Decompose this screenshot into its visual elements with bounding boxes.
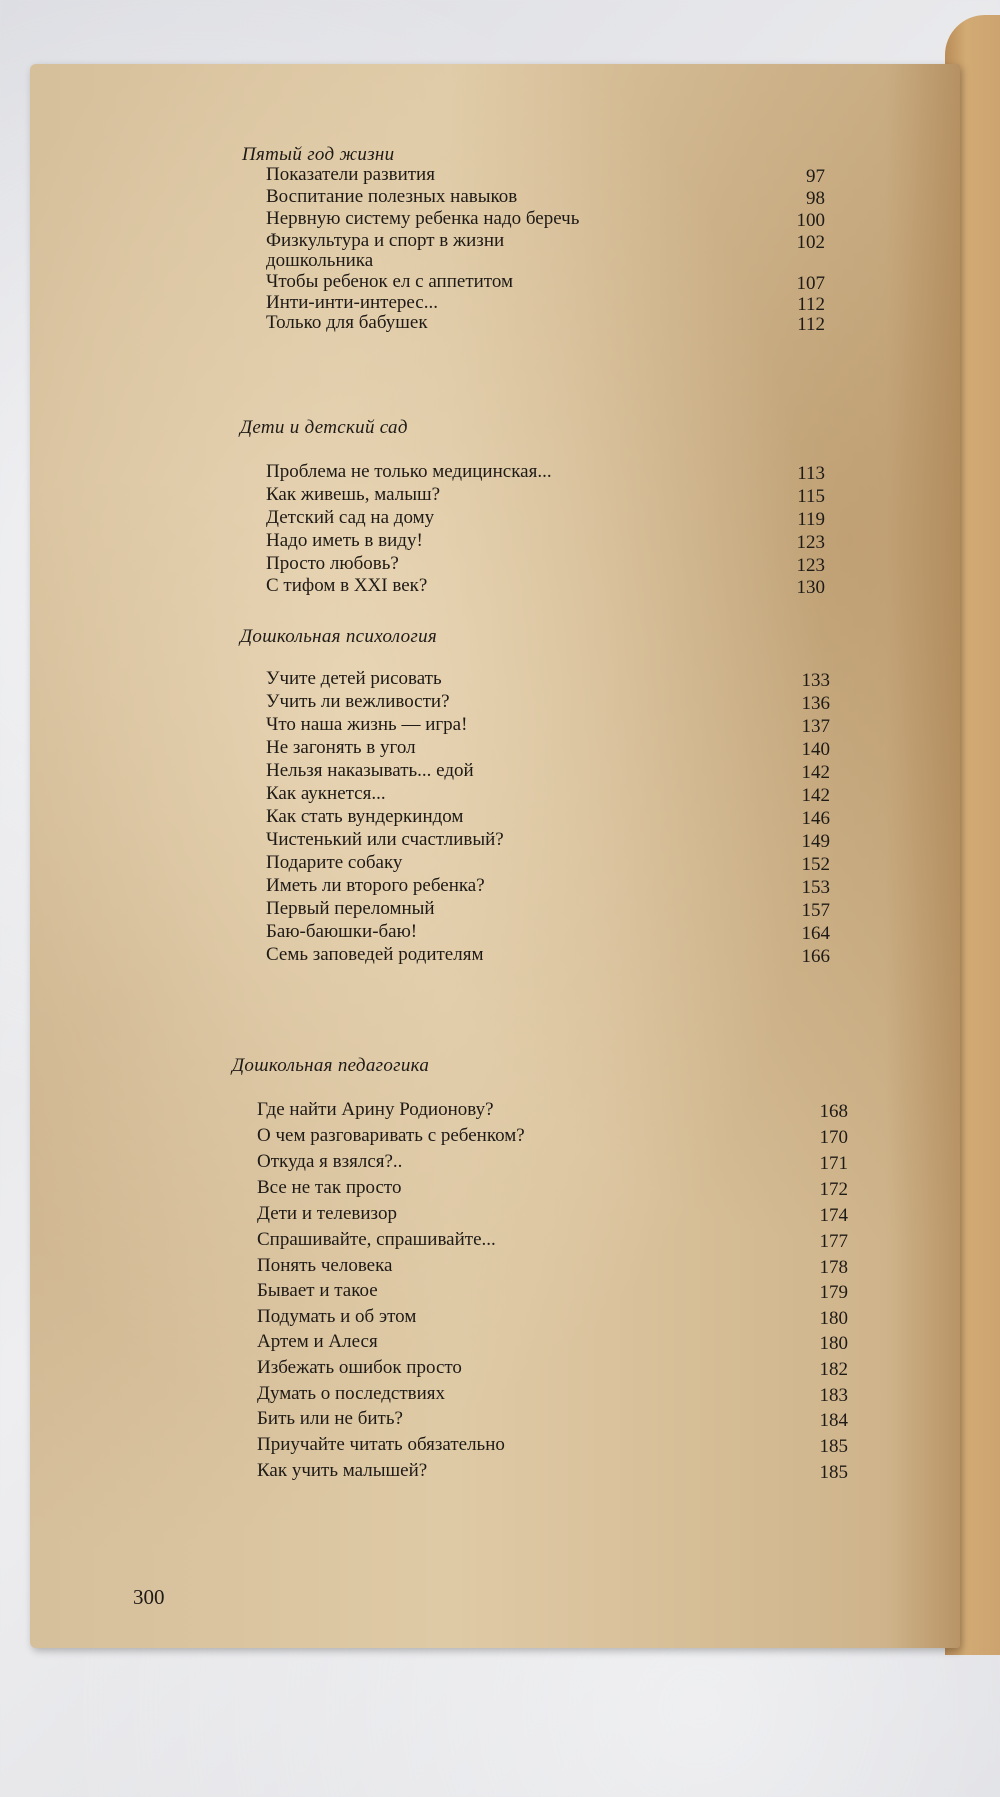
toc-entry bbox=[30, 807, 960, 831]
toc-entry bbox=[30, 692, 960, 716]
entry-title: Откуда я взялся?.. bbox=[257, 1151, 403, 1172]
toc-entry bbox=[30, 1358, 960, 1382]
entry-title: Подарите собаку bbox=[266, 852, 403, 873]
entry-title: Бить или не бить? bbox=[257, 1408, 403, 1429]
entry-title: С тифом в XXI век? bbox=[266, 575, 428, 596]
entry-title: Думать о последствиях bbox=[257, 1383, 446, 1404]
entry-page-number: 112 bbox=[797, 314, 825, 335]
toc-entry bbox=[30, 554, 960, 578]
entry-title: Дети и телевизор bbox=[257, 1203, 397, 1224]
entry-title: Спрашивайте, спрашивайте... bbox=[257, 1229, 496, 1250]
entry-page-number: 115 bbox=[797, 486, 825, 507]
entry-page-number: 184 bbox=[819, 1410, 848, 1431]
entry-page-number: 100 bbox=[796, 210, 825, 231]
entry-page-number: 146 bbox=[801, 808, 830, 829]
entry-title: Первый переломный bbox=[266, 898, 435, 919]
entry-page-number: 183 bbox=[819, 1385, 848, 1406]
entry-page-number: 171 bbox=[819, 1153, 848, 1174]
entry-page-number: 152 bbox=[801, 854, 830, 875]
toc-entry bbox=[30, 1435, 960, 1459]
entry-page-number: 179 bbox=[819, 1282, 848, 1303]
entry-title: Физкультура и спорт в жизни bbox=[266, 230, 505, 251]
entry-title: Бывает и такое bbox=[257, 1280, 378, 1301]
toc-entry bbox=[30, 485, 960, 509]
entry-page-number: 178 bbox=[819, 1257, 848, 1278]
toc-entry bbox=[30, 1461, 960, 1485]
entry-page-number: 185 bbox=[819, 1462, 848, 1483]
toc-entry bbox=[30, 462, 960, 486]
entry-page-number: 119 bbox=[797, 509, 825, 530]
section-title: Пятый год жизни bbox=[242, 144, 395, 165]
page-number: 300 bbox=[133, 1585, 165, 1609]
entry-title: Не загонять в угол bbox=[266, 737, 416, 758]
entry-title: Где найти Арину Родионову? bbox=[257, 1099, 494, 1120]
entry-title: Понять человека bbox=[257, 1255, 393, 1276]
toc-entry bbox=[30, 1126, 960, 1150]
entry-page-number: 102 bbox=[796, 232, 825, 253]
toc-entry bbox=[30, 1100, 960, 1124]
toc-entry bbox=[30, 1384, 960, 1408]
section-title: Дошкольная педагогика bbox=[232, 1055, 430, 1076]
entry-title: Инти-инти-интерес... bbox=[266, 292, 438, 313]
entry-title: Нервную систему ребенка надо беречь bbox=[266, 208, 580, 229]
entry-page-number: 182 bbox=[819, 1359, 848, 1380]
book-page bbox=[30, 64, 960, 1648]
entry-title: О чем разговаривать с ребенком? bbox=[257, 1125, 525, 1146]
entry-title: Воспитание полезных навыков bbox=[266, 186, 518, 207]
entry-page-number: 174 bbox=[819, 1205, 848, 1226]
entry-page-number: 149 bbox=[801, 831, 830, 852]
toc-entry bbox=[30, 876, 960, 900]
entry-page-number: 98 bbox=[806, 188, 825, 209]
entry-title: Семь заповедей родителям bbox=[266, 944, 484, 965]
toc-entry bbox=[30, 738, 960, 762]
section-title: Дошкольная психология bbox=[240, 626, 438, 647]
entry-title: Учите детей рисовать bbox=[266, 668, 442, 689]
toc-entry bbox=[30, 899, 960, 923]
toc-entry bbox=[30, 1409, 960, 1433]
entry-page-number: 172 bbox=[819, 1179, 848, 1200]
entry-title: Детский сад на дому bbox=[266, 507, 435, 528]
entry-title: Как учить малышей? bbox=[257, 1460, 428, 1481]
entry-title: Баю-баюшки-баю! bbox=[266, 921, 418, 942]
entry-page-number: 142 bbox=[801, 785, 830, 806]
entry-page-number: 185 bbox=[819, 1436, 848, 1457]
toc-entry bbox=[30, 1152, 960, 1176]
entry-page-number: 180 bbox=[819, 1308, 848, 1329]
toc-entry bbox=[30, 1256, 960, 1280]
entry-title: Надо иметь в виду! bbox=[266, 530, 423, 551]
entry-title: Проблема не только медицинская... bbox=[266, 461, 552, 482]
toc-entry bbox=[30, 669, 960, 693]
entry-page-number: 157 bbox=[801, 900, 830, 921]
entry-title: Просто любовь? bbox=[266, 553, 399, 574]
entry-page-number: 142 bbox=[801, 762, 830, 783]
entry-title: Что наша жизнь — игра! bbox=[266, 714, 468, 735]
entry-title: Иметь ли второго ребенка? bbox=[266, 875, 485, 896]
entry-page-number: 140 bbox=[801, 739, 830, 760]
toc-entry bbox=[30, 576, 960, 600]
entry-page-number: 166 bbox=[801, 946, 830, 967]
entry-page-number: 130 bbox=[796, 577, 825, 598]
entry-title: Чистенький или счастливый? bbox=[266, 829, 504, 850]
entry-page-number: 123 bbox=[796, 555, 825, 576]
toc-entry bbox=[30, 1281, 960, 1305]
entry-title: Только для бабушек bbox=[266, 312, 428, 333]
toc-entry bbox=[30, 1204, 960, 1228]
entry-title: Все не так просто bbox=[257, 1177, 402, 1198]
toc-entry bbox=[30, 830, 960, 854]
toc-entry bbox=[30, 922, 960, 946]
toc-entry bbox=[30, 531, 960, 555]
entry-page-number: 123 bbox=[796, 532, 825, 553]
toc-entry bbox=[30, 1178, 960, 1202]
entry-title: Артем и Алеся bbox=[257, 1331, 378, 1352]
toc-entry bbox=[30, 945, 960, 969]
toc-entry bbox=[30, 1332, 960, 1356]
entry-title: Показатели развития bbox=[266, 164, 435, 185]
toc-entry bbox=[30, 1307, 960, 1331]
section-title: Дети и детский сад bbox=[240, 417, 408, 438]
entry-title: Подумать и об этом bbox=[257, 1306, 417, 1327]
entry-page-number: 170 bbox=[819, 1127, 848, 1148]
entry-title: Избежать ошибок просто bbox=[257, 1357, 462, 1378]
toc-entry bbox=[30, 1230, 960, 1254]
entry-page-number: 133 bbox=[801, 670, 830, 691]
entry-page-number: 180 bbox=[819, 1333, 848, 1354]
toc-entry bbox=[30, 313, 960, 337]
toc-entry bbox=[30, 508, 960, 532]
entry-page-number: 113 bbox=[797, 463, 825, 484]
entry-page-number: 112 bbox=[797, 294, 825, 315]
entry-page-number: 168 bbox=[819, 1101, 848, 1122]
entry-page-number: 137 bbox=[801, 716, 830, 737]
entry-title-continuation: дошкольника bbox=[266, 250, 374, 271]
toc-entry bbox=[30, 715, 960, 739]
entry-title: Нельзя наказывать... едой bbox=[266, 760, 474, 781]
entry-title: Как стать вундеркиндом bbox=[266, 806, 464, 827]
entry-page-number: 164 bbox=[801, 923, 830, 944]
toc-entry bbox=[30, 761, 960, 785]
entry-title: Как живешь, малыш? bbox=[266, 484, 441, 505]
entry-page-number: 136 bbox=[801, 693, 830, 714]
entry-title: Учить ли вежливости? bbox=[266, 691, 450, 712]
entry-title: Приучайте читать обязательно bbox=[257, 1434, 505, 1455]
entry-page-number: 177 bbox=[819, 1231, 848, 1252]
toc-entry bbox=[30, 230, 960, 271]
toc-entry bbox=[30, 784, 960, 808]
entry-page-number: 97 bbox=[806, 166, 825, 187]
entry-title: Как аукнется... bbox=[266, 783, 386, 804]
toc-entry bbox=[30, 853, 960, 877]
entry-page-number: 107 bbox=[796, 273, 825, 294]
entry-page-number: 153 bbox=[801, 877, 830, 898]
entry-title: Чтобы ребенок ел с аппетитом bbox=[266, 271, 513, 292]
